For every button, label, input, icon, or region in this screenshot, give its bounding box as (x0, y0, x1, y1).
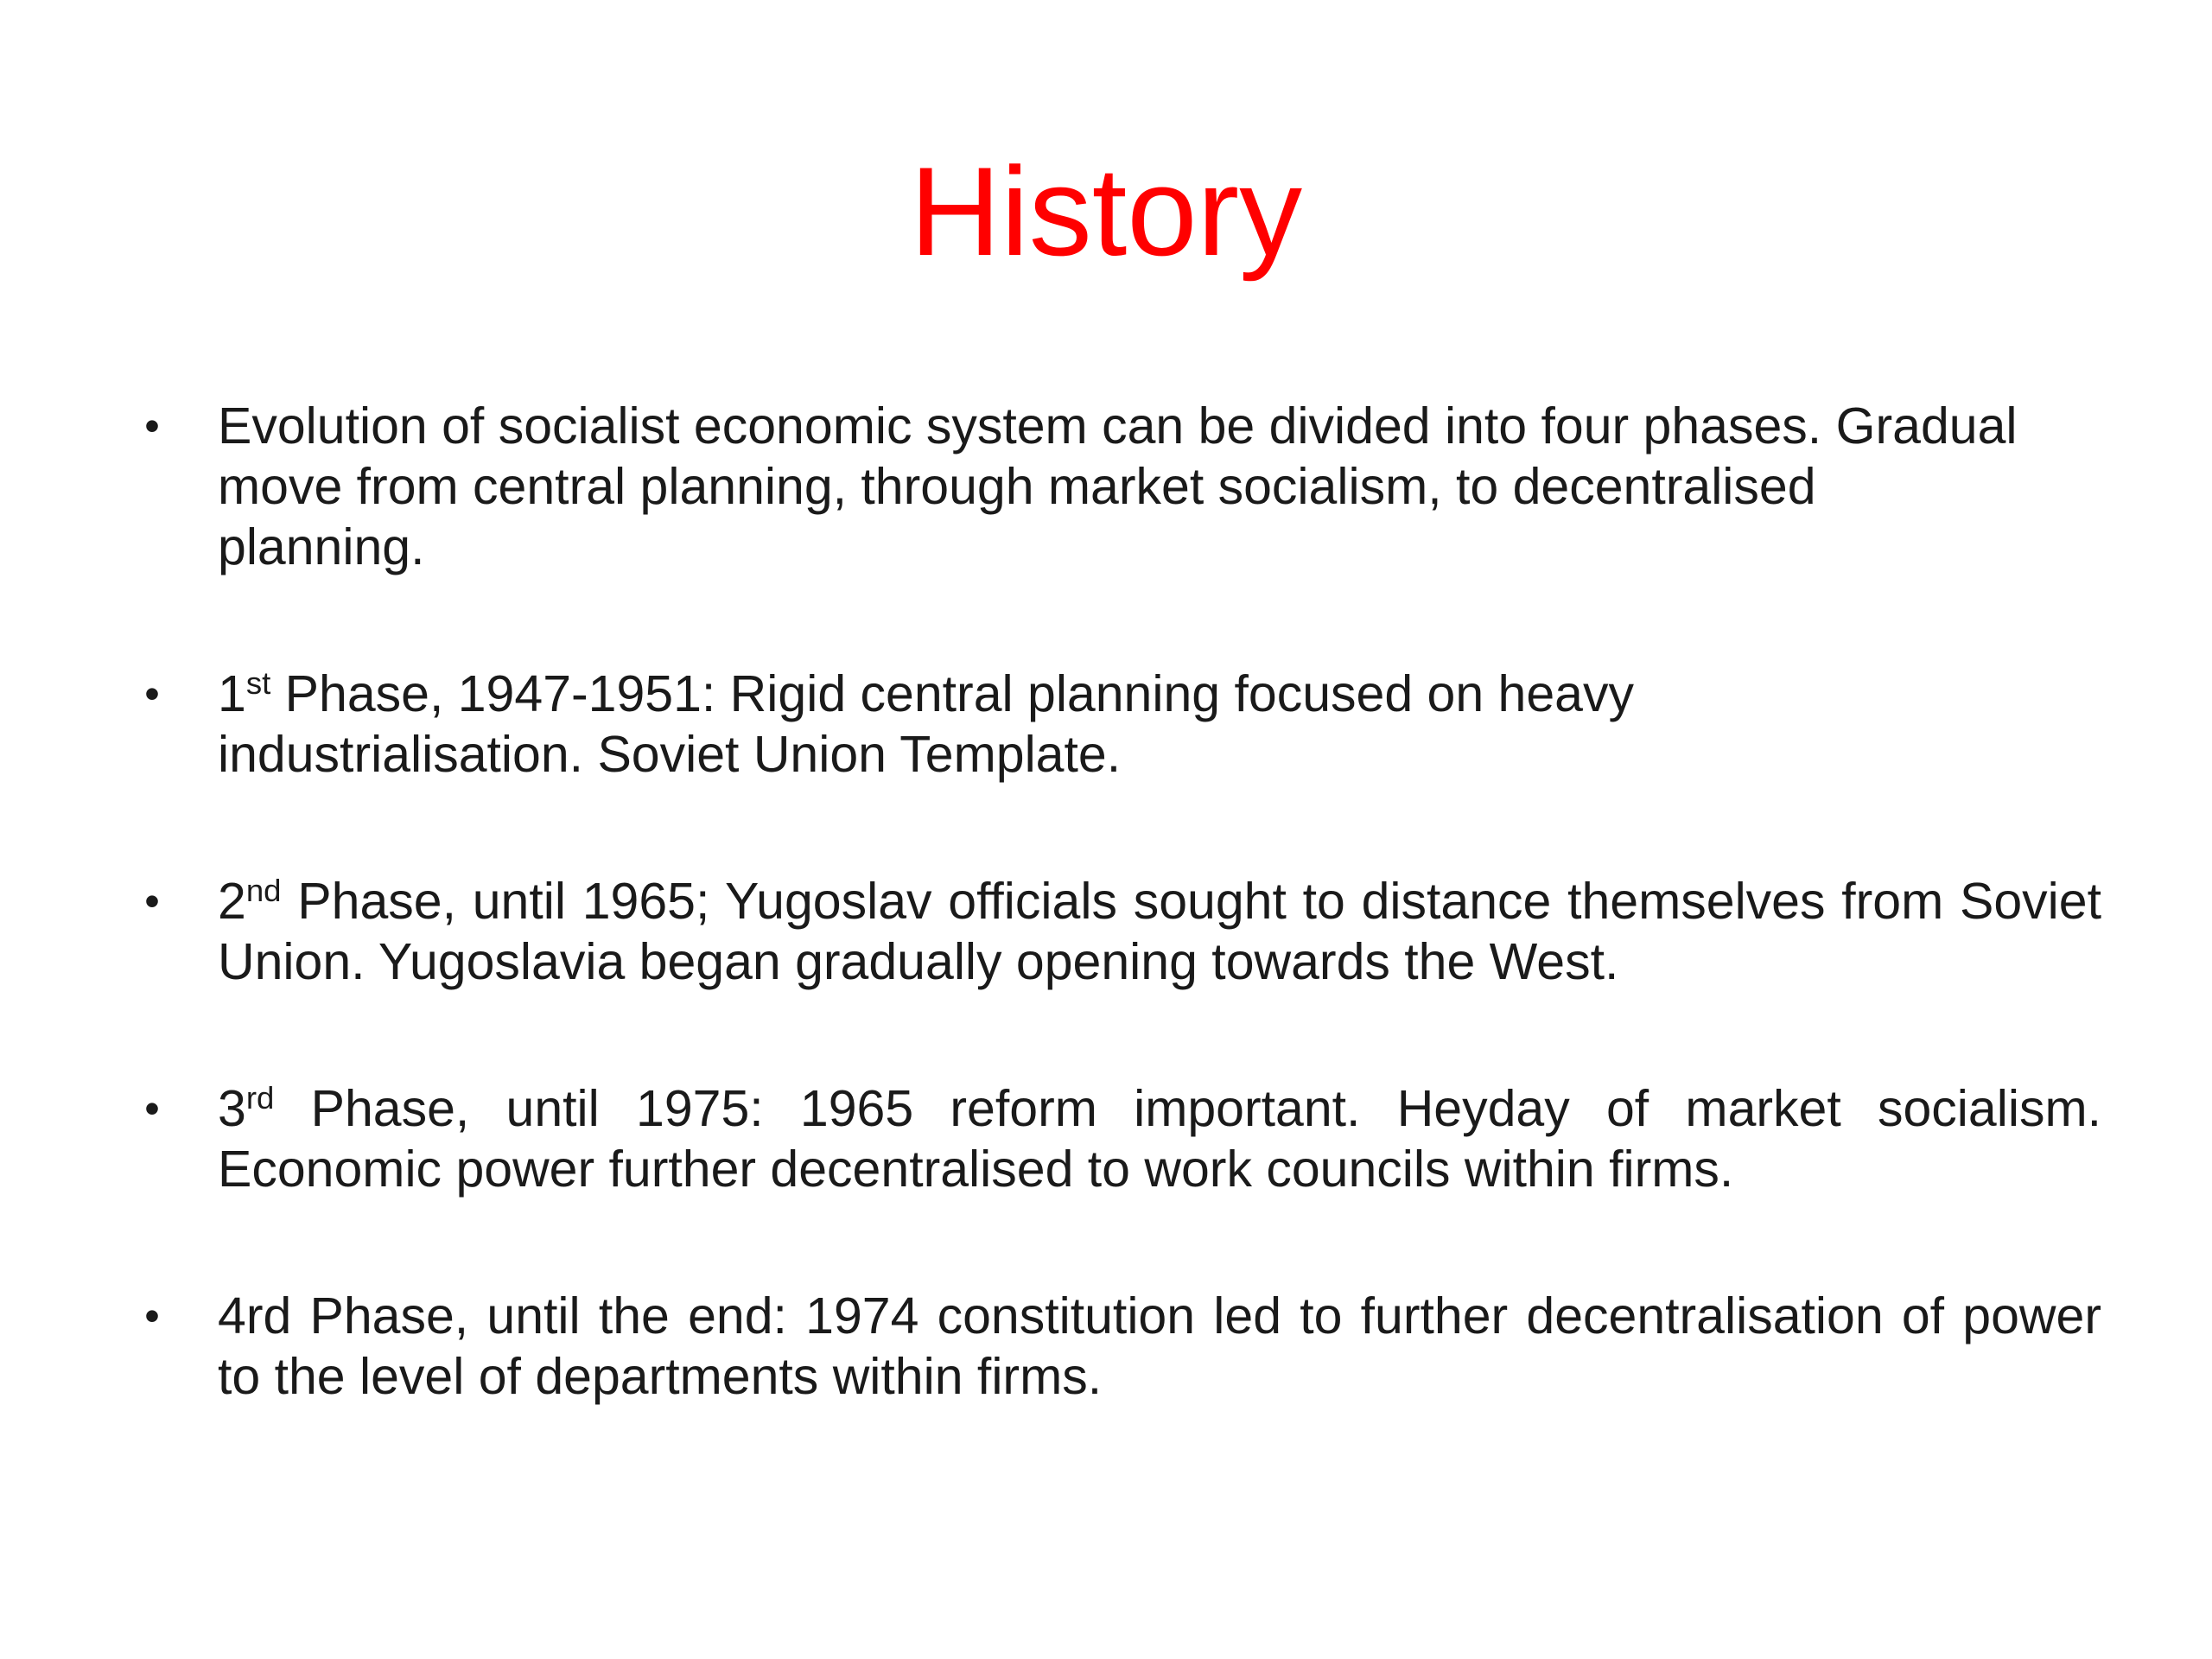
phase-ordinal-suffix: nd (245, 872, 282, 908)
bullet-icon: • (144, 670, 160, 718)
slide-title: History (909, 141, 1303, 282)
phase-ordinal: 3 (218, 1080, 246, 1137)
bullet-text (218, 871, 2101, 992)
bullet-item-overview (144, 396, 2032, 577)
bullet-icon: • (144, 1084, 160, 1133)
bullet-text (218, 665, 1634, 783)
phase-ordinal-suffix: st (245, 664, 271, 701)
bullet-text: Evolution of socialist economic system can be divided into four phases. Gradual move from central planning, through market socialism, to decentralised planning. (218, 397, 2018, 575)
bullet-item-phase-1 (144, 664, 1859, 785)
phase-ordinal-suffix: rd (245, 1079, 275, 1116)
bullet-text: 4rd Phase, until the end: 1974 constitution led to further decentralisation of power to the level of departments within firms. (218, 1287, 2101, 1405)
bullet-list (144, 396, 2101, 1493)
bullet-item-phase-2 (144, 871, 2101, 992)
bullet-icon: • (144, 1292, 160, 1340)
phase-ordinal: 1 (218, 665, 246, 722)
bullet-item-phase-3 (144, 1078, 2101, 1199)
phase-ordinal: 2 (218, 873, 246, 930)
bullet-item-phase-4 (144, 1286, 2101, 1407)
phase-description: Phase, 1947-1951: Rigid central planning focused on heavy industrialisation. Soviet Union Template. (218, 665, 1634, 783)
phase-description: Phase, until 1975: 1965 reform important. Heyday of market socialism. Economic power further decentralised to work councils within firms. (218, 1080, 2101, 1198)
phase-description: Phase, until 1965; Yugoslav officials sought to distance themselves from Soviet Union. Yugoslavia began gradually opening towards the West. (218, 873, 2101, 990)
bullet-icon: • (144, 402, 160, 450)
bullet-icon: • (144, 877, 160, 925)
bullet-text (218, 1078, 2101, 1199)
